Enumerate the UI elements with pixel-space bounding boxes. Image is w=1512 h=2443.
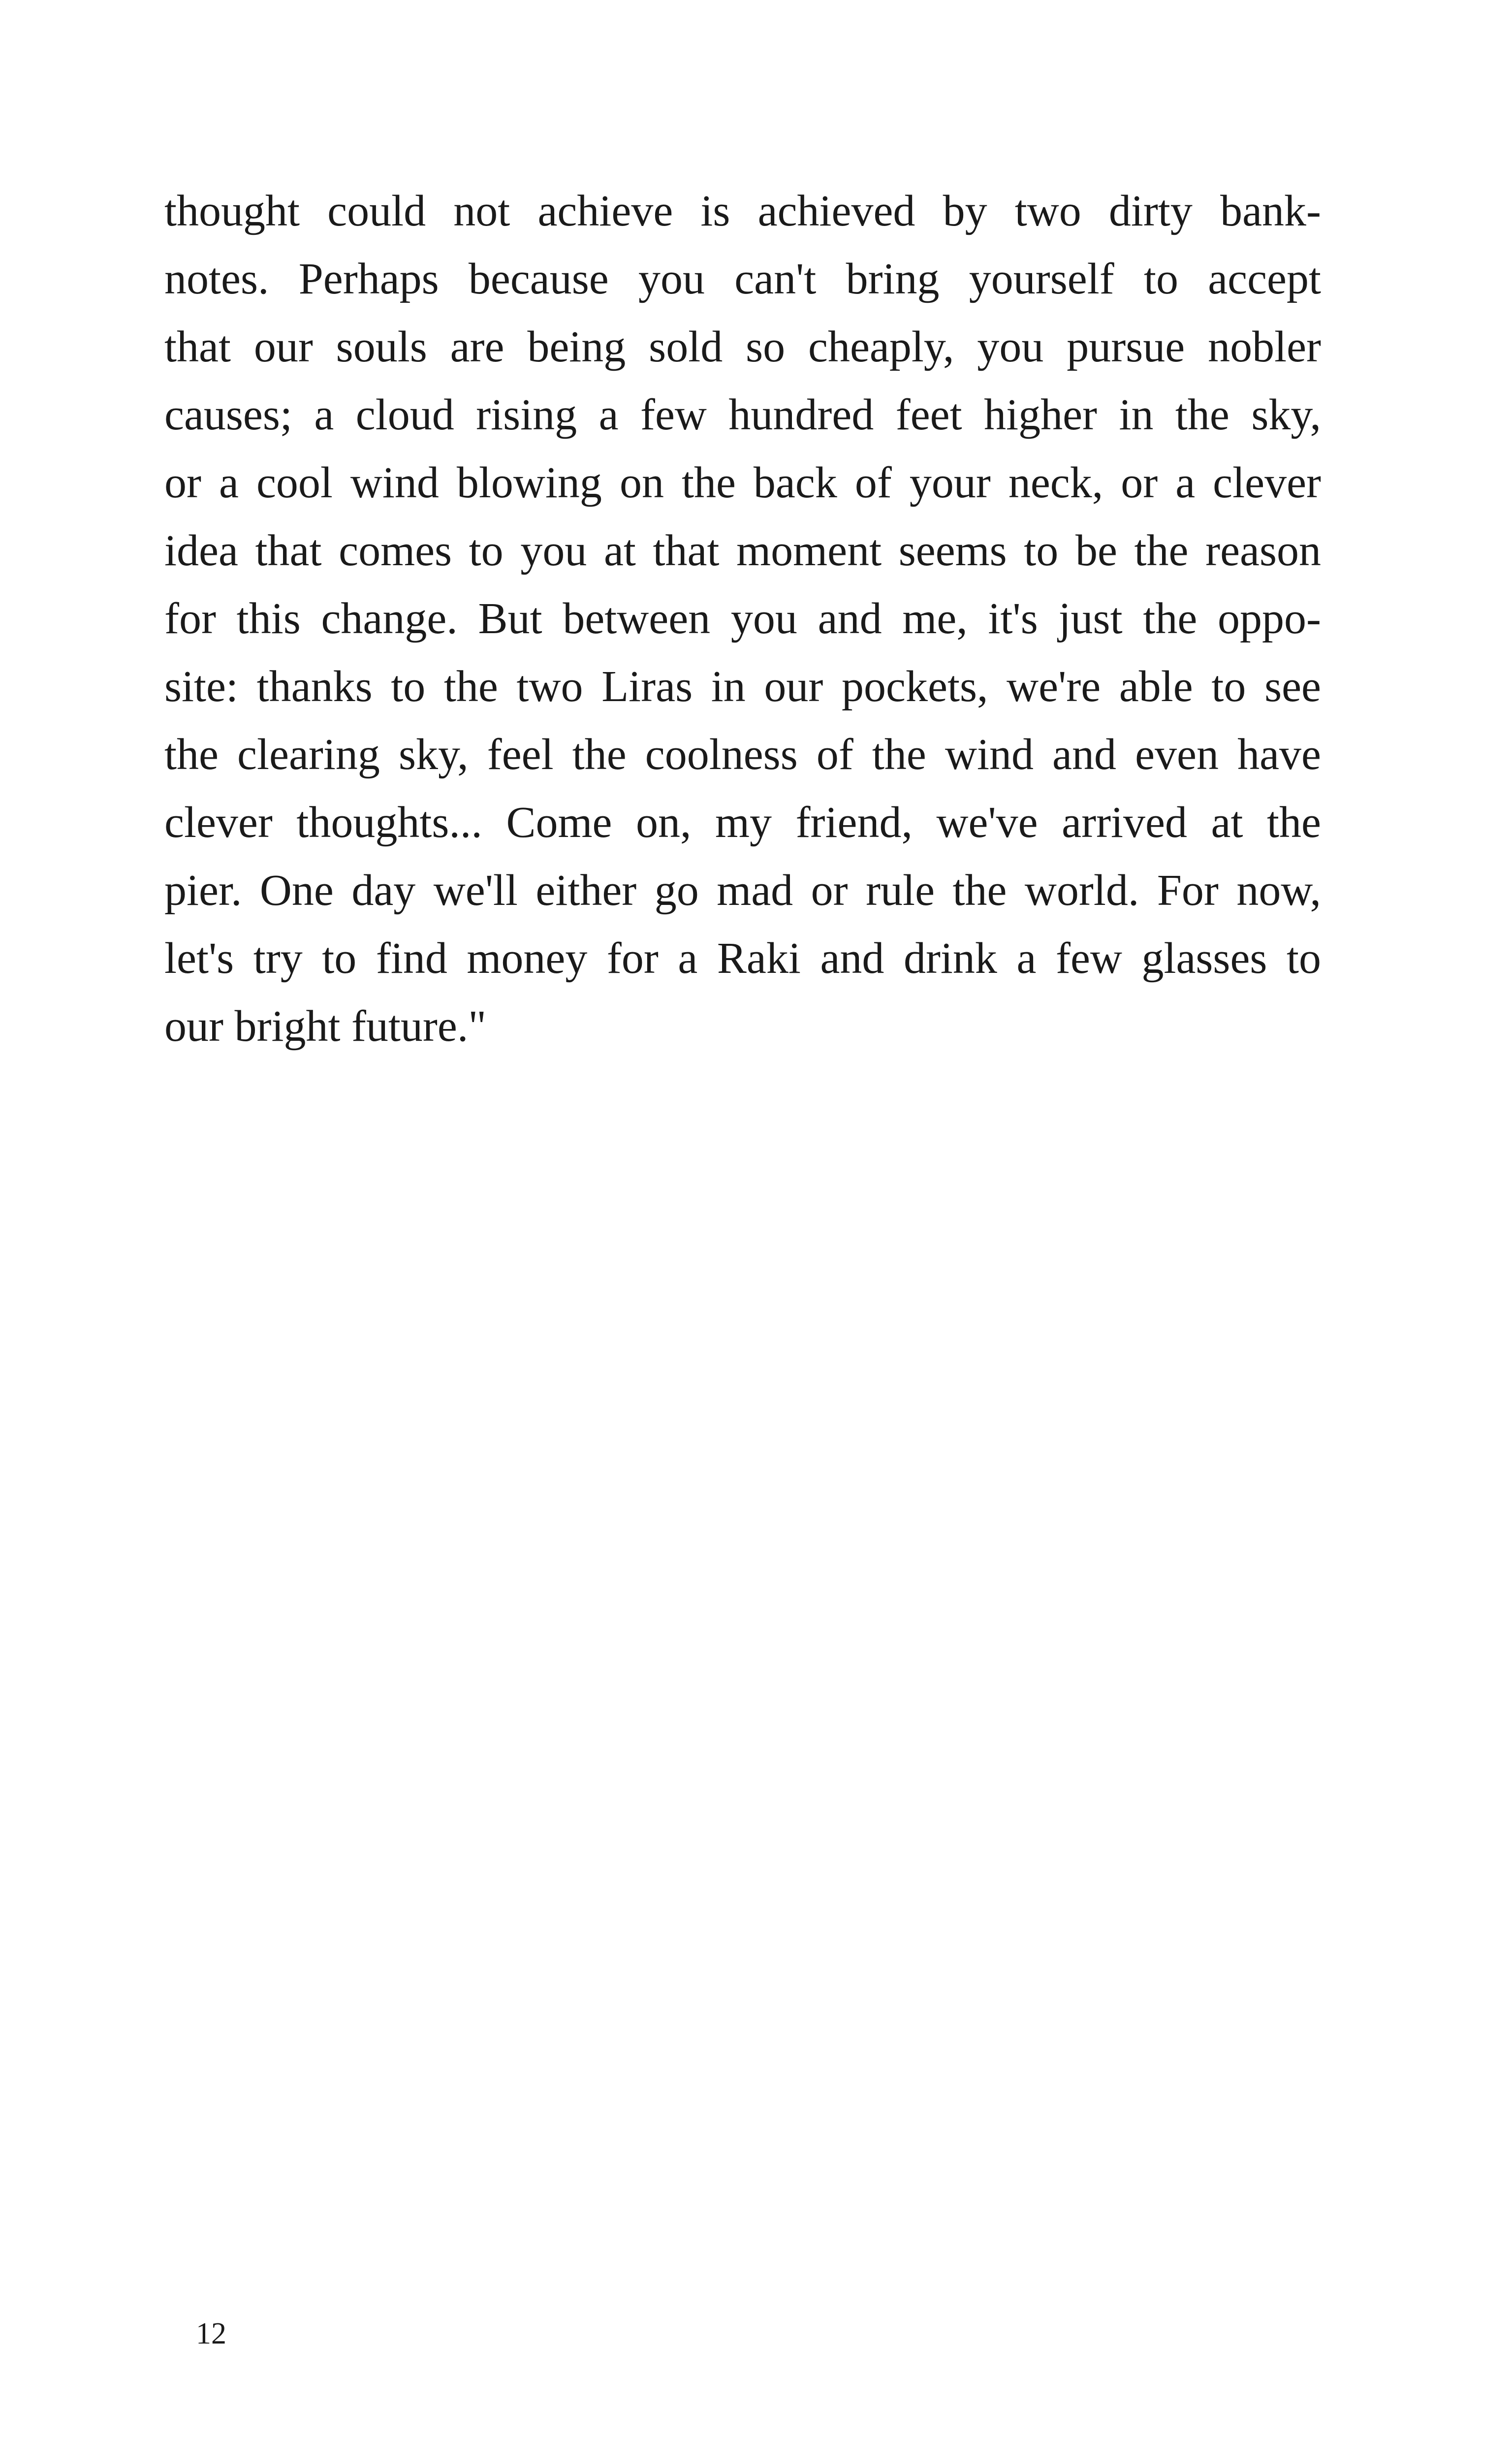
text-line: pier. One day we'll either go mad or rule the world. For now,: [164, 866, 1321, 915]
text-line: clever thoughts... Come on, my friend, we've arrived at the: [164, 798, 1321, 847]
text-line: notes. Perhaps because you can't bring yourself to accept: [164, 255, 1321, 303]
text-line: causes; a cloud rising a few hundred feet higher in the sky,: [164, 390, 1321, 439]
text-line: the clearing sky, feel the coolness of the wind and even have: [164, 730, 1321, 779]
text-line: that our souls are being sold so cheaply, you pursue nobler: [164, 322, 1321, 371]
text-line: site: thanks to the two Liras in our pockets, we're able to see: [164, 662, 1321, 711]
text-line: or a cool wind blowing on the back of your neck, or a clever: [164, 458, 1321, 507]
text-line: for this change. But between you and me, it's just the oppo-: [164, 594, 1321, 643]
text-line: thought could not achieve is achieved by two dirty bank-: [164, 187, 1321, 235]
page-number: 12: [196, 2317, 226, 2350]
text-line: idea that comes to you at that moment seems to be the reason: [164, 526, 1321, 575]
text-line: let's try to find money for a Raki and drink a few glasses to: [164, 934, 1321, 983]
body-paragraph: [164, 177, 1321, 1061]
text-line: our bright future.": [164, 1002, 487, 1051]
